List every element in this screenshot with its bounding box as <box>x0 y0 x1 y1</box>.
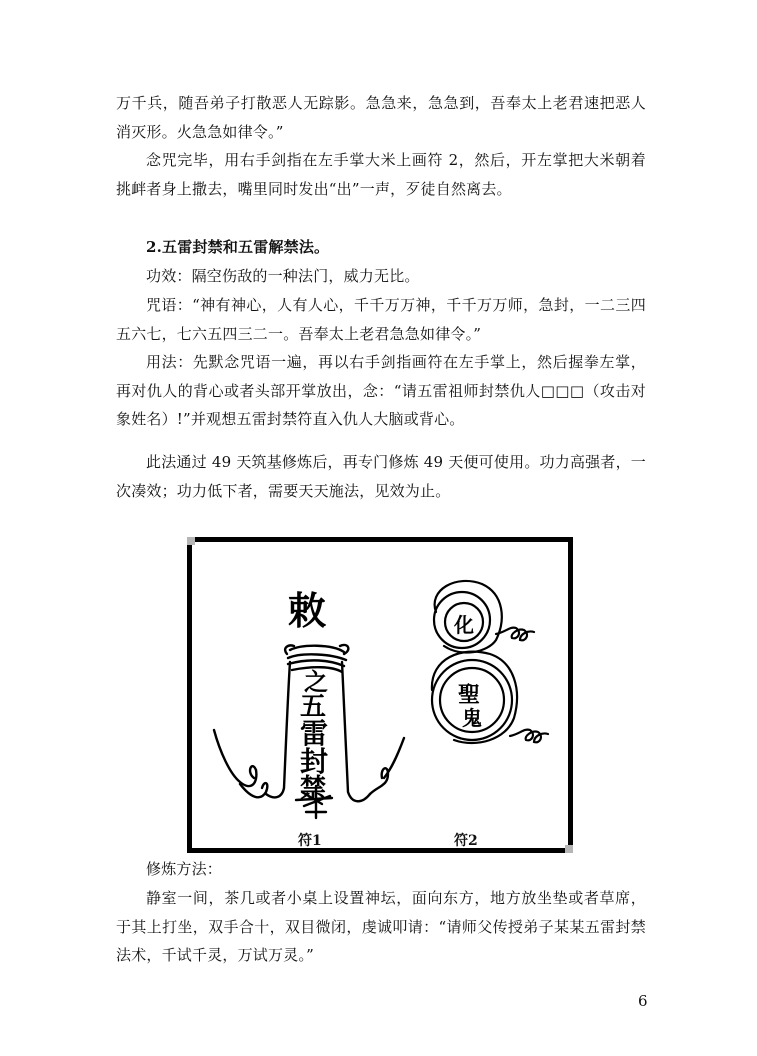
talisman-char: 五 <box>300 692 327 722</box>
talisman-char: 雷 <box>300 717 329 750</box>
figure-caption-fu2: 符2 <box>454 833 478 849</box>
talisman-char: 禁 <box>300 774 327 804</box>
talisman-char: 化 <box>454 613 474 637</box>
page-number: 6 <box>638 992 648 1010</box>
paragraph-training: 此法通过 49 天筑基修炼后，再专门修炼 49 天便可使用。功力高强者，一次凑效；功力低下者，需要天天施法，见效为止。 <box>116 453 646 500</box>
paragraph-method-heading: 修炼方法： <box>146 860 223 878</box>
figure-caption-fu1: 符1 <box>298 833 322 849</box>
talisman-char: 封 <box>300 745 329 778</box>
paragraph-incantation: 咒语：“神有神心，人有人心，千千万万神，千千万万师，急封，一二三四五六七，七六五四三二一。吾奉太上老君急急如律令。” <box>116 296 646 343</box>
section-heading: 2.五雷封禁和五雷解禁法。 <box>146 238 330 256</box>
paragraph: 念咒完毕，用右手剑指在左手掌大米上画符 2，然后，开左掌把大米朝着挑衅者身上撒去，嘴里同时发出“出”一声，歹徒自然离去。 <box>116 151 646 198</box>
paragraph-method: 静室一间，茶几或者小桌上设置神坛，面向东方，地方放坐垫或者草席，于其上打坐，双手合十，双目微闭，虔诚叩请：“请师父传授弟子某某五雷封禁法术，千试千灵，万试万灵。” <box>116 889 646 964</box>
talisman-drawings <box>192 542 568 848</box>
talisman-char-chi: 敕 <box>288 588 325 633</box>
paragraph-usage: 用法：先默念咒语一遍，再以右手剑指画符在左手掌上，然后握拳左掌，再对仇人的背心或者头部开掌放出，念：“请五雷祖师封禁仇人□□□（攻击对象姓名）!”并观想五雷封禁符直入仇人大脑或背心。 <box>116 353 646 428</box>
paragraph-efficacy: 功效：隔空伤敌的一种法门，威力无比。 <box>146 267 420 285</box>
paragraph: 万千兵，随吾弟子打散恶人无踪影。急急来，急急到，吾奉太上老君速把恶人消灭形。火急急如律令。” <box>116 94 646 141</box>
talisman-2-drawing <box>432 581 548 743</box>
talisman-figure <box>187 537 573 853</box>
talisman-char: 之 <box>304 667 328 696</box>
talisman-char: 鬼 <box>462 706 482 730</box>
talisman-char: 聖 <box>458 682 481 708</box>
